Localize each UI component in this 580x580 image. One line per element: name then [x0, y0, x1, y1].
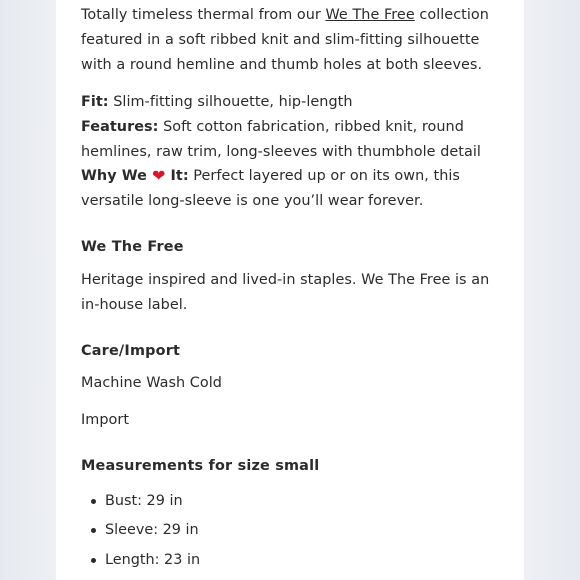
- fit-value: Slim-fitting silhouette, hip-length: [108, 94, 353, 110]
- brand-description: Heritage inspired and lived-in staples. We The Free is an in-house label.: [81, 272, 490, 313]
- intro-text-after: collection featured in a soft ribbed knit and slim-fitting silhouette with a round hemline and thumb holes at both sleeves.: [81, 7, 489, 73]
- measurement-sleeve: Sleeve: 29 in: [105, 522, 199, 539]
- measurement-bust: Bust: 29 in: [105, 493, 183, 509]
- features-label: Features:: [81, 118, 159, 135]
- brand-heading: We The Free: [81, 239, 184, 255]
- intro-paragraph: [81, 3, 501, 77]
- measurements-heading: Measurements for size small: [81, 458, 320, 474]
- fit-line: [81, 90, 501, 115]
- why-we-love-it-line: [81, 164, 501, 214]
- we-the-free-link[interactable]: We The Free: [325, 7, 415, 23]
- fit-label: Fit:: [81, 94, 109, 110]
- measurement-length: Length: 23 in: [105, 551, 201, 568]
- care-import: Import: [81, 412, 130, 428]
- product-details: [81, 90, 501, 214]
- heart-icon: ❤: [152, 166, 166, 186]
- list-item: [81, 518, 200, 543]
- background-right: [524, 0, 580, 580]
- bullet-icon: [91, 558, 96, 563]
- list-item: [81, 548, 200, 573]
- product-description-panel: [56, 0, 524, 580]
- background-left: [0, 0, 56, 580]
- care-wash-instruction: Machine Wash Cold: [81, 375, 222, 391]
- intro-text-before: Totally timeless thermal from our: [81, 7, 326, 23]
- features-line: [81, 115, 501, 165]
- bullet-icon: [91, 528, 96, 533]
- why-value: Perfect layered up or on its own, this versatile long-sleeve is one you’ll wear forever.: [81, 168, 460, 210]
- bullet-icon: [91, 499, 96, 504]
- list-item: [81, 489, 200, 514]
- measurements-list: [81, 489, 200, 577]
- why-label-end: It:: [165, 168, 189, 185]
- why-label-start: Why We: [81, 168, 152, 185]
- care-heading: Care/Import: [81, 343, 181, 359]
- features-value: Soft cotton fabrication, ribbed knit, round hemlines, raw trim, long-sleeves with thumbhole detail: [81, 118, 481, 160]
